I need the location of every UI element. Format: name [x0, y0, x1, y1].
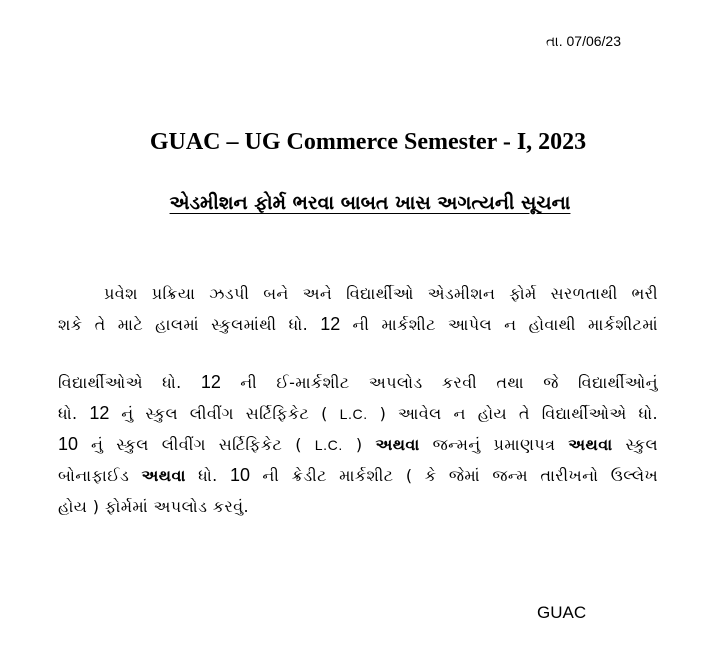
body-text-segment: નું સ્કુલ લીવીંગ સર્ટિફિકેટ (: [90, 435, 302, 454]
body-text-segment: ): [355, 435, 363, 454]
or-emphasis: અથવા: [568, 435, 613, 454]
body-line-7: હોય ) ફોર્મમાં અપલોડ કરવું.: [58, 497, 249, 516]
body-text-segment: ધો.: [58, 404, 78, 423]
body-text-segment: શકે તે માટે હાલમાં સ્કુલમાંથી ધો.: [58, 315, 309, 334]
standard-number: 12: [320, 314, 341, 334]
body-line-1: પ્રવેશ પ્રક્રિયા ઝડપી બને અને વિદ્યાર્થીઓ એડમીશન ફોર્મ સરળતાથી ભરી: [104, 284, 658, 303]
body-line-2: [58, 309, 658, 340]
body-text-segment: ની ક્રેડીટ માર્કશીટ ( કે જેમાં જન્મ તારીખનો ઉલ્લેખ: [262, 466, 658, 485]
body-text-segment: ધો.: [198, 466, 218, 485]
or-emphasis: અથવા: [375, 435, 420, 454]
standard-number: 10: [58, 434, 79, 454]
body-text-segment: નું સ્કુલ લીવીંગ સર્ટિફિકેટ (: [121, 404, 328, 423]
standard-number: 12: [89, 403, 110, 423]
body-text-segment: ની માર્કશીટ આપેલ ન હોવાથી માર્કશીટમાં: [352, 315, 658, 334]
body-text-segment: ) આવેલ ન હોય તે વિદ્યાર્થીઓએ ધો.: [379, 404, 658, 423]
lc-abbreviation: L.C.: [339, 406, 368, 422]
notice-body-paragraph-start: [58, 278, 658, 340]
lc-abbreviation: L.C.: [314, 437, 343, 453]
standard-number: 12: [200, 372, 221, 392]
notice-body-paragraph-rest: [58, 367, 658, 522]
body-line-4: [58, 398, 658, 429]
body-text-segment: સ્કુલ: [625, 435, 658, 454]
or-emphasis: અથવા: [141, 466, 186, 485]
body-line-5: [58, 429, 658, 460]
date-label: તા. 07/06/23: [546, 33, 621, 49]
body-text-segment: વિદ્યાર્થીઓએ ધો.: [58, 373, 182, 392]
body-line-3: [58, 367, 658, 398]
standard-number: 10: [230, 465, 251, 485]
body-text-segment: ની ઈ-માર્કશીટ અપલોડ કરવી તથા જે વિદ્યાર્થીઓનું: [240, 373, 658, 392]
body-text-segment: જન્મનું પ્રમાણપત્ર: [432, 435, 556, 454]
body-text-segment: બોનાફાઈડ: [58, 466, 130, 485]
notice-subtitle: એડમીશન ફોર્મ ભરવા બાબત ખાસ અગત્યની સૂચના: [169, 192, 571, 214]
body-line-6: [58, 460, 658, 491]
page-title: GUAC – UG Commerce Semester - I, 2023: [149, 129, 587, 155]
signature: GUAC: [537, 603, 587, 622]
